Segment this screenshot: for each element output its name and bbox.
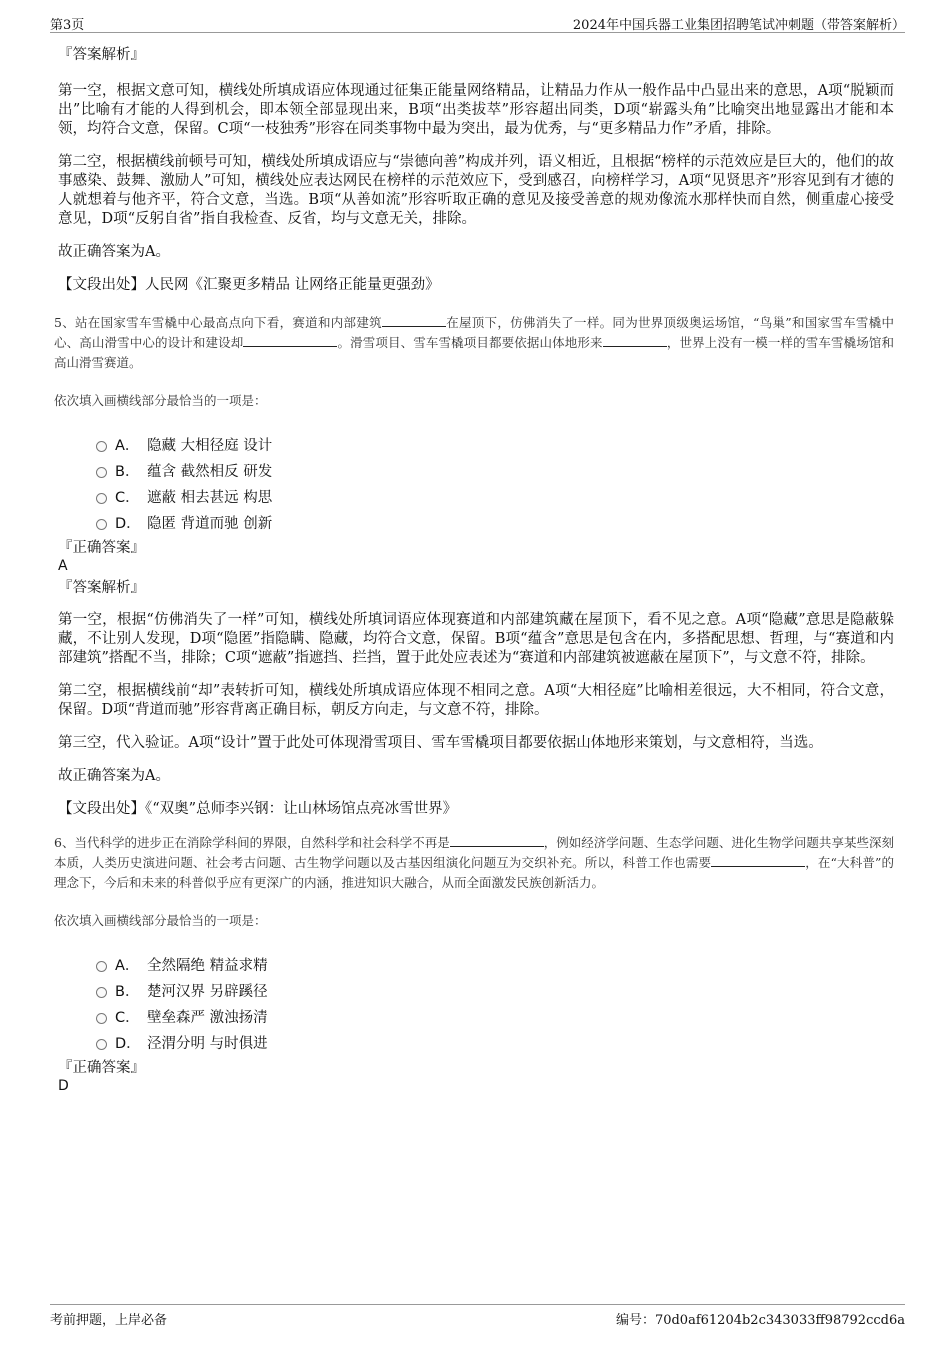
option-a[interactable]: A． 隐藏 大相径庭 设计 xyxy=(96,431,894,457)
question-6-text: 6、当代科学的进步正在消除学科间的界限，自然科学和社会科学不再是 ，例如经济学问题、生态学问题、进化生物学问题共享某些深刻本质，人类历史演进问题、社会考古问题、古生物学问题以及古基因组演化问题互为交织补充。所以，科普工作也需要 ，在“大科普”的理念下，今后和未来的科普似乎应有更深广的内涵，推进知识大融合，从而全面激发民族创新活力。 xyxy=(54,835,894,890)
passage-source: 【文段出处】人民网《汇聚更多精品 让网络正能量更强劲》 xyxy=(58,277,440,293)
passage-source: 【文段出处】《“双奥”总师李兴钢：让山林场馆点亮冰雪世界》 xyxy=(58,801,458,817)
question-5-text: 5、站在国家雪车雪橇中心最高点向下看，赛道和内部建筑 在屋顶下，仿佛消失了一样。同为世界顶级奥运场馆，“鸟巢”和国家雪车雪橇中心、高山滑雪中心的设计和建设却 。滑雪项目、雪车雪橇项目都要依据山体地形来 ，世界上没有一模一样的雪车雪橇场馆和高山滑雪赛道。 xyxy=(54,315,894,370)
correct-answer: D xyxy=(58,1078,69,1094)
document-id: 编号：70d0af61204b2c343033ff98792ccd6a xyxy=(615,1313,905,1328)
radio-icon[interactable] xyxy=(96,1039,107,1050)
page-footer xyxy=(50,1304,905,1327)
analysis-label: 『答案解析』 xyxy=(58,47,145,63)
document-body xyxy=(52,40,894,1097)
option-d[interactable]: D． 隐匿 背道而驰 创新 xyxy=(96,509,894,535)
answer-blank xyxy=(711,853,805,867)
option-b[interactable]: B． 蕴含 截然相反 研发 xyxy=(96,457,894,483)
radio-icon[interactable] xyxy=(96,493,107,504)
answer-blank xyxy=(450,833,544,847)
question-prompt: 依次填入画横线部分最恰当的一项是： xyxy=(54,913,267,928)
option-b[interactable]: B． 楚河汉界 另辟蹊径 xyxy=(96,977,894,1003)
option-d[interactable]: D． 泾渭分明 与时俱进 xyxy=(96,1029,894,1055)
radio-icon[interactable] xyxy=(96,441,107,452)
correct-answer-label: 『正确答案』 xyxy=(58,1060,145,1076)
radio-icon[interactable] xyxy=(96,961,107,972)
correct-answer: A xyxy=(58,558,68,574)
radio-icon[interactable] xyxy=(96,987,107,998)
radio-icon[interactable] xyxy=(96,467,107,478)
page-header xyxy=(50,10,905,33)
question-6-options xyxy=(96,951,894,1055)
radio-icon[interactable] xyxy=(96,1013,107,1024)
answer-blank xyxy=(603,333,667,347)
analysis-paragraph: 第二空，根据横线前“却”表转折可知，横线处所填成语应体现不相同之意。A项“大相径庭”比喻相差很远，大不相同，符合文意，保留。D项“背道而驰”形容背离正确目标，朝反方向走，与文意不符，排除。 xyxy=(58,683,894,718)
answer-conclusion: 故正确答案为A。 xyxy=(58,244,170,260)
answer-blank xyxy=(243,333,337,347)
analysis-paragraph: 第一空，根据文意可知，横线处所填成语应体现通过征集正能量网络精品，让精品力作从一般作品中凸显出来的意思，A项“脱颖而出”比喻有才能的人得到机会，即本领全部显现出来，B项“出类拔萃”形容超出同类，D项“崭露头角”比喻突出地显露出才能和本领，均符合文意，保留。C项“一枝独秀”形容在同类事物中最为突出，最为优秀，与“更多精品力作”矛盾，排除。 xyxy=(58,83,894,137)
analysis-paragraph: 第二空，根据横线前顿号可知，横线处所填成语应与“崇德向善”构成并列，语义相近，且根据“榜样的示范效应是巨大的，他们的故事感染、鼓舞、激励人”可知，横线处应表达网民在榜样的示范效应下，受到感召，向榜样学习，A项“见贤思齐”形容见到有才德的人就想着与他齐平，符合文意，当选。B项“从善如流”形容听取正确的意见及接受善意的规劝像流水那样快而自然，侧重虚心接受意见，D项“反躬自省”指自我检查、反省，均与文意无关，排除。 xyxy=(58,154,894,227)
correct-answer-label: 『正确答案』 xyxy=(58,540,145,556)
analysis-label: 『答案解析』 xyxy=(58,580,145,596)
option-c[interactable]: C． 遮蔽 相去甚远 构思 xyxy=(96,483,894,509)
option-a[interactable]: A． 全然隔绝 精益求精 xyxy=(96,951,894,977)
question-prompt: 依次填入画横线部分最恰当的一项是： xyxy=(54,393,267,408)
document-title: 2024年中国兵器工业集团招聘笔试冲刺题（带答案解析） xyxy=(572,18,905,33)
footer-slogan: 考前押题，上岸必备 xyxy=(50,1313,168,1328)
radio-icon[interactable] xyxy=(96,519,107,530)
option-c[interactable]: C． 壁垒森严 激浊扬清 xyxy=(96,1003,894,1029)
analysis-paragraph: 第一空，根据“仿佛消失了一样”可知，横线处所填词语应体现赛道和内部建筑藏在屋顶下，看不见之意。A项“隐藏”意思是隐蔽躲藏，不让别人发现，D项“隐匿”指隐瞒、隐藏，均符合文意，保留。B项“蕴含”意思是包含在内，多搭配思想、哲理，与“赛道和内部建筑”搭配不当，排除；C项“遮蔽”指遮挡、拦挡，置于此处应表述为“赛道和内部建筑被遮蔽在屋顶下”，与文意不符，排除。 xyxy=(58,612,894,666)
analysis-paragraph: 第三空，代入验证。A项“设计”置于此处可体现滑雪项目、雪车雪橇项目都要依据山体地形来策划，与文意相符，当选。 xyxy=(58,735,823,751)
page-number: 第3页 xyxy=(50,18,85,33)
answer-conclusion: 故正确答案为A。 xyxy=(58,768,170,784)
answer-blank xyxy=(382,313,446,327)
question-5-options xyxy=(96,431,894,535)
